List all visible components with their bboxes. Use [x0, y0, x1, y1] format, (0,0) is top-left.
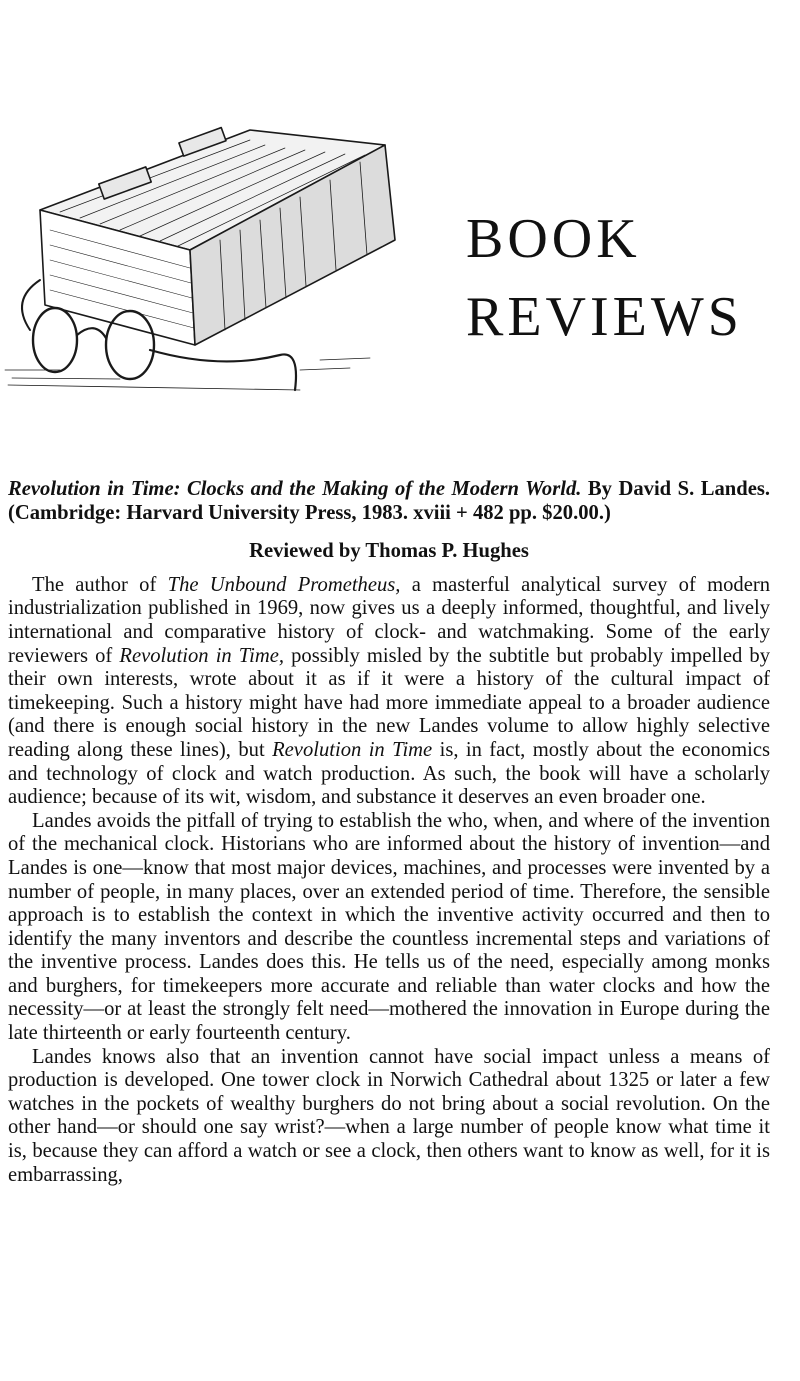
section-title-line1: BOOK [466, 208, 641, 270]
paragraph-1 [8, 574, 770, 810]
paragraph-1-title-a: The Unbound Prometheus, [167, 573, 401, 596]
section-title-line2: REVIEWS [466, 286, 743, 348]
review-body [8, 478, 770, 1187]
paragraph-1-text-b: a masterful analytical survey of modern industrialization published in 1969, now gives us a deeply informed, thoughtful, and lively international and comparative history of clock- and watchmaking. Some of the early reviewers of [8, 573, 770, 667]
paragraph-1-text-c: possibly misled by the subtitle but probably impelled by their own interests, wrote about it as if it were a history of the cultural impact of timekeeping. Such a history might have had more immediate appeal to a broader audience (and there is enough social history in the new Landes volume to allow highly selective reading along these lines), but [8, 644, 770, 761]
reviewer-line: Reviewed by Thomas P. Hughes [249, 540, 529, 563]
paragraph-3: Landes knows also that an invention cannot have social impact unless a means of production is developed. One tower clock in Norwich Cathedral about 1325 or later a few watches in the pockets of wealthy burghers do not bring about a social revolution. On the other hand—or should one say wrist?—when a large number of people know what time it is, because they can afford a watch or see a clock, then others want to know as well, for it is embarrassing, [8, 1045, 770, 1186]
paragraph-1-title-c: Revolution in Time [272, 738, 433, 761]
paragraph-1-title-b: Revolution in Time, [119, 644, 285, 667]
paragraph-1-text-a: The author of [32, 573, 168, 596]
book-publication-details: By David S. Landes. (Cambridge: Harvard University Press, 1983. xviii + 482 pp. $20.00.) [8, 478, 770, 524]
book-title: Revolution in Time: Clocks and the Making of the Modern World. [8, 478, 582, 500]
section-title [466, 200, 786, 356]
book-with-spectacles-icon [0, 100, 410, 400]
paragraph-1-text-d: is, in fact, mostly about the economics and technology of clock and watch production. As such, the book will have a scholarly audience; because of its wit, wisdom, and substance it deserves an even broader one. [8, 738, 770, 809]
paragraph-2: Landes avoids the pitfall of trying to establish the who, when, and where of the invention of the mechanical clock. Historians who are informed about the history of invention—and Landes is one—know that most major devices, machines, and processes were invented by a number of people, in many places, over an extended period of time. Therefore, the sensible approach is to establish the context in which the inventive activity occurred and then to identify the many inventors and describe the countless incremental steps and variations of the inventive process. Landes does this. He tells us of the need, especially among monks and burghers, for timekeepers more accurate and reliable than water clocks and how the necessity—or at least the strongly felt need—mothered the innovation in Europe during the late thirteenth or early fourteenth century. [8, 809, 770, 1045]
book-citation [8, 478, 770, 525]
